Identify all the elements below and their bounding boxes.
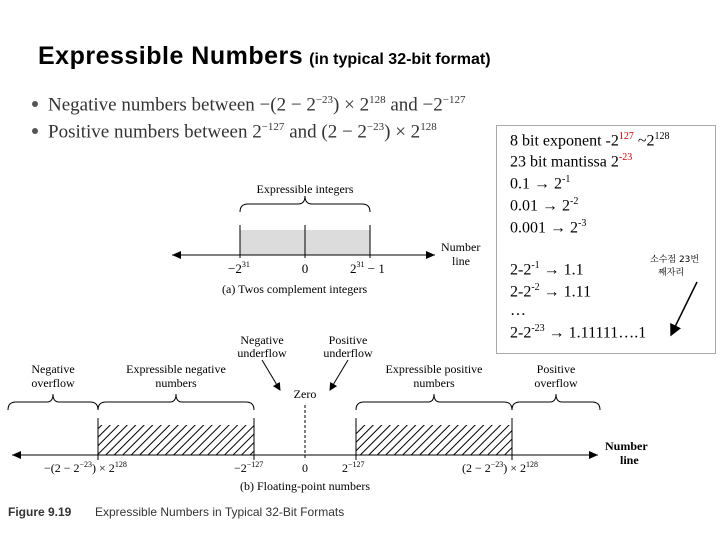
arrowhead-right-icon bbox=[426, 251, 435, 259]
negative-underflow-label: underflow bbox=[237, 346, 287, 360]
korean-annotation: 소수점 23번 bbox=[650, 255, 700, 265]
bullet-exponent: −23 bbox=[315, 94, 334, 106]
figure-caption bbox=[8, 505, 344, 519]
figure-title: Expressible Numbers in Typical 32-Bit Formats bbox=[95, 505, 345, 519]
note-exponent: -23 bbox=[618, 152, 633, 163]
note-exponent: -1 bbox=[562, 174, 571, 185]
tick-label-zero: 0 bbox=[302, 461, 308, 475]
positive-underflow-label: underflow bbox=[323, 346, 373, 360]
note-text: → 1.11 bbox=[539, 283, 592, 301]
bullet-exponent: 128 bbox=[369, 94, 386, 106]
tick-label-zero: 0 bbox=[301, 261, 309, 276]
tick-label-least-negative: $-2^{-127}$ bbox=[234, 460, 264, 475]
bullet-text: ) × 2 bbox=[384, 121, 421, 143]
bullet-text: ) × 2 bbox=[333, 94, 370, 116]
positive-overflow-label: overflow bbox=[534, 376, 578, 390]
note-exponent: -2 bbox=[570, 196, 579, 207]
note-text: 0.01 → 2 bbox=[510, 197, 570, 215]
bullet-text: and −2 bbox=[385, 94, 443, 116]
brace bbox=[8, 394, 98, 410]
positive-underflow-label: Positive bbox=[328, 333, 368, 347]
arrowhead-left-icon bbox=[12, 451, 21, 459]
positive-overflow-label: Positive bbox=[536, 362, 576, 376]
brace bbox=[512, 394, 600, 410]
arrowhead-right-icon bbox=[589, 451, 598, 459]
note-exponent: -23 bbox=[531, 323, 545, 334]
negative-overflow-label: overflow bbox=[31, 376, 75, 390]
brace bbox=[98, 394, 254, 410]
bullet-text: Negative numbers between −(2 − 2 bbox=[48, 94, 316, 116]
tick-label-most-positive: $(2 - 2^{-23}) \times 2^{128}$ bbox=[462, 460, 539, 475]
number-line-label: Number bbox=[605, 439, 648, 453]
figure-a-integers bbox=[172, 182, 480, 296]
brace bbox=[240, 196, 370, 212]
expressible-positive-label: Expressible positive bbox=[385, 362, 483, 376]
number-line-label: line bbox=[620, 453, 639, 467]
underflow-arrow bbox=[330, 360, 348, 390]
tick-label-neg-2-31: $-2^{31}$ bbox=[228, 260, 250, 276]
note-exponent: -2 bbox=[531, 282, 540, 293]
note-text: ~2 bbox=[633, 132, 655, 150]
tick-label-least-positive: $2^{-127}$ bbox=[342, 460, 365, 475]
negative-underflow-label: Negative bbox=[240, 333, 284, 347]
note-text: 0.1 → 2 bbox=[510, 175, 562, 193]
caption-b: (b) Floating-point numbers bbox=[240, 479, 370, 493]
negative-overflow-label: Negative bbox=[31, 362, 75, 376]
caption-a: (a) Twos complement integers bbox=[222, 282, 368, 296]
title-subtitle: (in typical 32-bit format) bbox=[309, 51, 491, 68]
note-text: 0.001 → 2 bbox=[510, 219, 578, 237]
figure-number: Figure 9.19 bbox=[8, 505, 72, 519]
annotation-arrow bbox=[671, 282, 697, 335]
bullet-exponent: −127 bbox=[261, 121, 285, 133]
note-exponent: 127 bbox=[618, 131, 634, 142]
note-exponent: -1 bbox=[531, 260, 540, 271]
bullet-exponent: −23 bbox=[366, 121, 385, 133]
positive-range-bar bbox=[356, 425, 512, 455]
korean-annotation: 째자리 bbox=[658, 268, 685, 278]
note-text: … bbox=[510, 302, 526, 319]
zero-label: Zero bbox=[293, 387, 317, 401]
figure-b-floating-point bbox=[8, 333, 648, 493]
expressible-positive-label: numbers bbox=[413, 376, 455, 390]
tick-label-most-negative: $-(2 - 2^{-23}) \times 2^{128}$ bbox=[44, 460, 127, 475]
note-text: 2-2 bbox=[510, 261, 532, 279]
number-line-label: Number bbox=[441, 240, 481, 254]
expressible-integers-label: Expressible integers bbox=[256, 182, 354, 196]
arrowhead-left-icon bbox=[172, 251, 181, 259]
note-exponent: -3 bbox=[578, 218, 587, 229]
bullet-text: and (2 − 2 bbox=[284, 121, 367, 143]
negative-range-bar bbox=[98, 425, 254, 455]
number-line-label: line bbox=[452, 254, 470, 268]
note-text: 2-2 bbox=[510, 283, 532, 301]
note-text: → 1.1 bbox=[539, 261, 584, 279]
bullet-exponent: 128 bbox=[420, 121, 437, 133]
expressible-negative-label: Expressible negative bbox=[126, 362, 226, 376]
bullet-text: Positive numbers between 2 bbox=[48, 121, 262, 143]
note-exponent: 128 bbox=[654, 131, 670, 142]
note-text: → 1.11111….1 bbox=[544, 324, 647, 342]
expressible-negative-label: numbers bbox=[155, 376, 197, 390]
bullet-exponent: −127 bbox=[442, 94, 466, 106]
note-text: 23 bit mantissa 2 bbox=[510, 153, 619, 171]
tick-label-2-31-minus-1: $2^{31} - 1$ bbox=[350, 260, 385, 276]
note-text: 2-2 bbox=[510, 324, 532, 342]
brace bbox=[356, 394, 512, 410]
title-main: Expressible Numbers bbox=[38, 42, 304, 70]
underflow-arrow bbox=[262, 360, 280, 390]
note-text: 8 bit exponent -2 bbox=[510, 132, 619, 150]
